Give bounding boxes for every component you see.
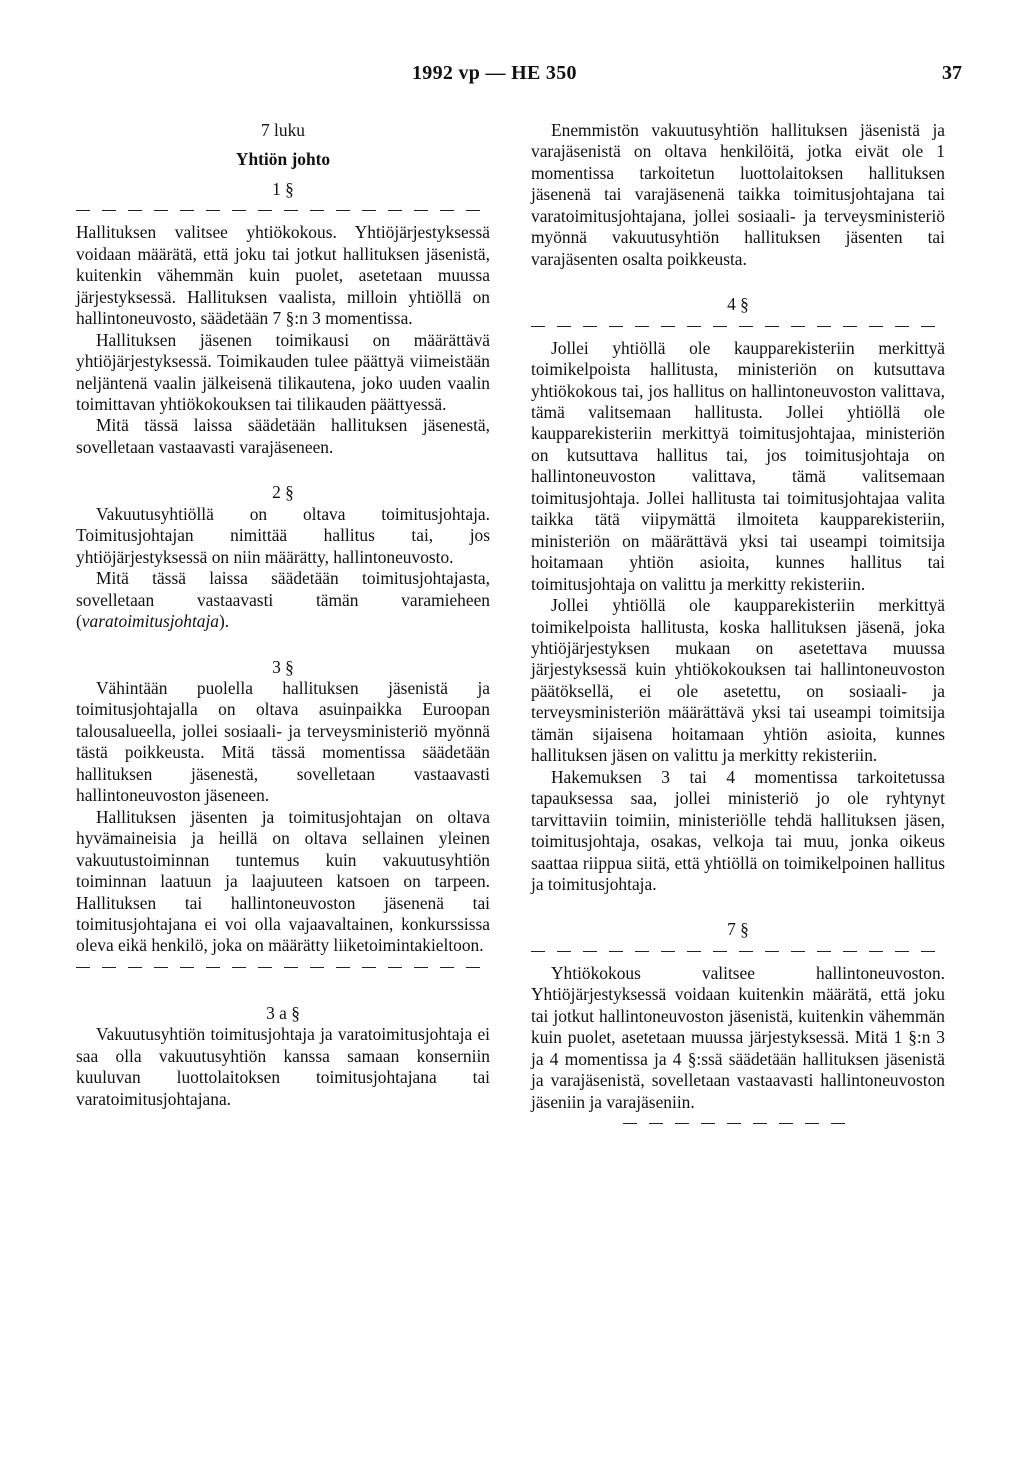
paragraph: Hallituksen valitsee yhtiökokous. Yhtiöjärjestyksessä voidaan määrätä, että joku tai jotkut hallituksen jäsenistä, kuitenkin vähemmän kuin puolet, asetetaan muussa järjestyksessä. Hallituksen vaalista, milloin yhtiöllä on hallintoneuvosto, säädetään 7 §:n 3 momentissa. [76, 222, 490, 329]
italic-term: varatoimitusjohtaja [81, 611, 219, 632]
paragraph: Jollei yhtiöllä ole kaupparekisteriin merkittyä toimikelpoista hallitusta, ministeriön on kutsuttava yhtiökokous tai, jos hallitus on hallintoneuvoston valittava, tämä valitsemaan hallitusta. Jollei yhtiöllä ole kaupparekisteriin merkittyä toimitusjohtajaa, ministeriön on kutsuttava hallitus tai, jos toimitusjohtaja on hallintoneuvoston valittava, tämä valitsemaan toimitusjohtaja. Jollei hallitusta tai toimitusjohtajaa valita taikka tätä viipymättä ilmoiteta kaupparekisteriin, ministeriön on määrättävä yksi tai useampi toimitsija hoitamaan yhtiön asioita, kunnes hallitus tai toimitusjohtaja on valittu ja merkitty rekisteriin. [531, 337, 945, 594]
text: ). [219, 611, 230, 632]
paragraph: Mitä tässä laissa säädetään hallituksen jäsenestä, sovelletaan vastaavasti varajäseneen. [76, 415, 490, 457]
section-heading-4: 4 § [727, 294, 749, 315]
document-reference: 1992 vp — HE 350 [412, 62, 577, 84]
omission-dashes [623, 1115, 853, 1131]
paragraph: Yhtiökokous valitsee hallintoneuvoston. Yhtiöjärjestyksessä voidaan kuitenkin määrätä, että joku tai jotkut hallintoneuvoston jäsenistä, kuitenkin vähemmän kuin puolet, asetetaan muussa järjestyksessä. Mitä 1 §:n 3 ja 4 momentissa ja 4 §:ssä säädetään hallituksen jäsenistä ja varajäsenistä, sovelletaan vastaavasti hallintoneuvoston jäseniin ja varajäseniin. [531, 962, 945, 1112]
paragraph: Hallituksen jäsenen toimikausi on määrättävä yhtiöjärjestyksessä. Toimikauden tulee päättyä viimeistään neljäntenä vaalin jälkeisenä tilikautena, joko uuden vaalin toimittavan yhtiökokouksen tai tilikauden päättyessä. [76, 329, 490, 414]
paragraph [76, 568, 490, 632]
section-heading-2: 2 § [272, 482, 294, 503]
paragraph: Enemmistön vakuutusyhtiön hallituksen jäsenistä ja varajäsenistä on oltava henkilöitä, jotka eivät ole 1 momentissa tarkoitetun luottolaitoksen hallituksen jäsenenä tai varajäsenenä taikka toimitusjohtajana tai varatoimitusjohtajana, jollei sosiaali- ja terveysministeriö myönnä vakuutusyhtiön hallituksen jäsenten tai varajäsenten osalta poikkeusta. [531, 120, 945, 269]
paragraph: Jollei yhtiöllä ole kaupparekisteriin merkittyä toimikelpoista hallitusta, koska hallituksen jäsenä, joka yhtiöjärjestyksen mukaan on asetettava muussa järjestyksessä kuin yhtiökokouksen tai hallintoneuvoston päätöksellä, ei ole asetettu, on sosiaali- ja terveysministeriön määrättävä yksi tai useampi toimitsija tämän sijaisena hoitamaan yhtiön asioita, kunnes hallituksen jäsen on valittu ja merkitty rekisteriin. [531, 595, 945, 766]
omission-dashes [76, 959, 490, 975]
chapter-number: 7 luku [261, 120, 305, 140]
page-number: 37 [942, 62, 962, 84]
omission-dashes [531, 318, 945, 334]
right-column [531, 120, 945, 1135]
paragraph: Hallituksen jäsenten ja toimitusjohtajan on oltava hyvämaineisia ja heillä on oltava sellainen yleinen vakuutustoiminnan tuntemus kuin vakuutusyhtiön toiminnan laatuun ja laajuuteen katsoen on tarpeen. Hallituksen tai hallintoneuvoston jäsenenä tai toimitusjohtajana ei voi olla vajaavaltainen, konkurssissa oleva eikä henkilö, joka on määrätty liiketoimintakieltoon. [76, 806, 490, 956]
text: Mitä tässä laissa säädetään toimitusjohtajasta, sovelletaan vastaavasti tämän varamieheen ( [76, 568, 490, 632]
omission-dashes [531, 943, 945, 959]
chapter-title: Yhtiön johto [235, 149, 331, 170]
paragraph: Vakuutusyhtiöllä on oltava toimitusjohtaja. Toimitusjohtajan nimittää hallitus tai, jos yhtiöjärjestyksessä on niin määrätty, hallintoneuvosto. [76, 503, 490, 567]
omission-dashes [76, 202, 490, 218]
page-header [0, 62, 1024, 92]
section-heading-7: 7 § [727, 919, 749, 940]
left-column [76, 120, 490, 1110]
section-heading-1: 1 § [272, 178, 294, 199]
paragraph: Vakuutusyhtiön toimitusjohtaja ja varatoimitusjohtaja ei saa olla vakuutusyhtiön kanssa samaan konserniin kuuluvan luottolaitoksen toimitusjohtajana tai varatoimitusjohtajana. [76, 1024, 490, 1109]
section-heading-3a: 3 a § [266, 1002, 300, 1023]
paragraph: Vähintään puolella hallituksen jäsenistä ja toimitusjohtajalla on oltava asuinpaikka Euroopan talousalueella, jollei sosiaali- ja terveysministeriö myönnä tästä poikkeusta. Mitä tässä momentissa säädetään hallituksen jäsenestä, sovelletaan vastaavasti hallintoneuvoston jäseneen. [76, 677, 490, 806]
paragraph: Hakemuksen 3 tai 4 momentissa tarkoitetussa tapauksessa saa, jollei ministeriö jo ole ryhtynyt tarvittaviin toimiin, ministeriölle tehdä hallituksen jäsen, toimitusjohtaja, osakas, velkoja tai muu, jonka oikeus saattaa riippua siitä, että yhtiöllä on toimikelpoinen hallitus ja toimitusjohtaja. [531, 766, 945, 894]
section-heading-3: 3 § [272, 656, 294, 677]
